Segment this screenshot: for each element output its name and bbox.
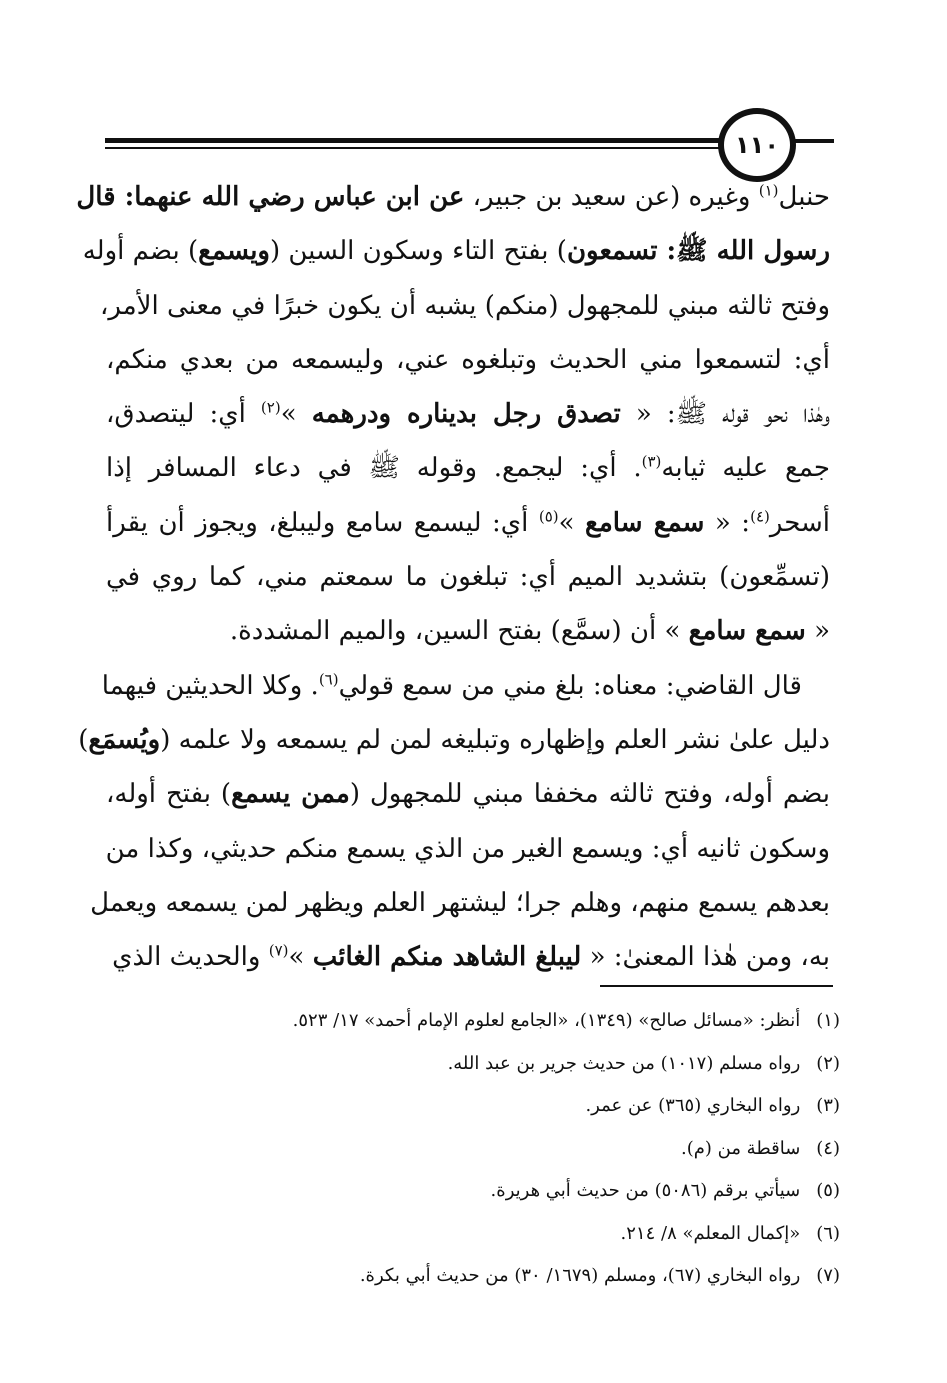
text-run: أسحر (769, 507, 830, 538)
text-run: ) بفتح أوله، (106, 779, 232, 810)
body-text (76, 170, 831, 984)
text-line (106, 387, 830, 441)
text-line (106, 930, 830, 984)
text-run: دليل علىٰ نشر العلم وإظهاره وتبليغه لمن لم يسمعه ولا علمه ( (160, 724, 830, 755)
footnote-item (200, 1170, 840, 1213)
header-rule-thin (105, 147, 723, 149)
footnote-item (200, 1128, 840, 1171)
bold-quote: ويُسمَع (88, 724, 161, 755)
text-run: ) بفتح التاء وسكون السين ( (269, 236, 567, 267)
footnote-ref: (٢) (260, 398, 281, 417)
text-run: أي: ليتصدق، (106, 399, 261, 430)
footnote-ref: (٣) (641, 452, 662, 471)
text-line (82, 224, 830, 278)
footnote-ref: (٦) (318, 670, 339, 689)
bold-quote: ليبلغ الشاهد منكم الغائب (312, 942, 582, 973)
text-run: أي: لتسمعوا مني الحديث وتبلغوه عني، وليسمعه من بعدي منكم، (106, 344, 830, 375)
header-rule-right (790, 139, 834, 143)
text-run: » (558, 507, 586, 538)
text-run: أي: ليسمع سامع وليبلغ، ويجوز أن يقرأ (106, 507, 539, 538)
footnote-text: رواه البخاري (٣٦٥) عن عمر. (585, 1095, 806, 1116)
text-line (106, 496, 830, 550)
bold-quote: سمع سامع (688, 616, 806, 647)
bold-quote: رسول الله ﷺ: تسمعون (566, 236, 830, 267)
footnote-text: رواه مسلم (١٠١٧) من حديث جرير بن عبد الله. (447, 1052, 806, 1074)
footnote-number: (٦) (816, 1222, 840, 1244)
text-run: : « (704, 507, 751, 538)
footnote-number: (٤) (816, 1137, 840, 1159)
text-run: وسكون ثانيه أي: ويسمع الغير من الذي يسمع منكم حديثي، وكذا من (105, 833, 830, 864)
footnote-divider (600, 985, 833, 987)
text-line (106, 550, 830, 604)
text-run: » (288, 942, 313, 973)
text-run: ) بضم أوله (82, 236, 199, 267)
text-run: قال القاضي: معناه: بلغ مني من سمع قولي (338, 670, 802, 701)
footnote-item (200, 1043, 840, 1086)
footnote-text: أنظر: «مسائل صالح» (١٣٤٩)، «الجامع لعلوم الإمام أحمد» ١٧/ ٥٢٣. (292, 1010, 806, 1031)
text-run: وفتح ثالثه مبني للمجهول (منكم) يشبه أن يكون خبرًا في معنى الأمر، (100, 290, 830, 321)
footnote-ref: (٥) (538, 507, 559, 526)
text-run: وغيره (عن سعيد بن جبير، (464, 182, 759, 212)
text-run: « (805, 616, 830, 647)
text-run: . أي: ليجمع. وقوله ﷺ في دعاء المسافر إذا (106, 453, 642, 484)
text-line (106, 441, 830, 495)
text-run: بعدهم يسمع منهم، وهلم جرا؛ ليشتهر العلم ويظهر لمن يسمعه ويعمل (90, 887, 830, 918)
footnote-ref: (٧) (268, 941, 289, 960)
footnote-text: «إكمال المعلم» ٨/ ٢١٤. (620, 1222, 806, 1244)
text-line (76, 170, 830, 224)
footnote-number: (٥) (816, 1180, 840, 1201)
footnote-text: سيأتي برقم (٥٠٨٦) من حديث أبي هريرة. (490, 1180, 806, 1201)
footnote-item (200, 1213, 840, 1256)
text-run: . وكلا الحديثين فيهما (101, 670, 319, 701)
text-line (101, 659, 830, 713)
footnote-text: رواه البخاري (٦٧)، ومسلم (١٦٧٩/ ٣٠) من حديث أبي بكرة. (359, 1265, 806, 1286)
footnote-number: (٧) (816, 1265, 840, 1286)
text-run: » أن (سمَّع) بفتح السين، والميم المشددة. (229, 616, 689, 647)
text-line (106, 604, 830, 658)
footnote-item (200, 1000, 840, 1043)
bold-quote: سمع سامع (585, 507, 705, 538)
header-rule-thick (105, 138, 723, 143)
text-run: جمع عليه ثيابه (661, 453, 830, 484)
footnote-number: (١) (816, 1010, 840, 1031)
bold-quote: ويسمع (198, 236, 270, 267)
text-run: (تسمِّعون) بتشديد الميم أي: تبلغون ما سمعتم مني، كما روي في (106, 562, 830, 593)
text-run: حنبل (778, 182, 830, 212)
bold-quote: عن ابن عباس رضي الله عنهما: قال (76, 182, 465, 212)
bold-quote: تصدق رجل بديناره ودرهمه (311, 399, 621, 430)
text-line (106, 767, 830, 821)
footnote-number: (٣) (816, 1095, 840, 1116)
bold-quote: ممن يسمع (231, 779, 350, 810)
page-number: ١١٠ (718, 108, 796, 182)
footnote-ref: (٤) (750, 507, 770, 526)
text-line (90, 876, 830, 930)
text-line (78, 713, 830, 767)
footnote-number: (٢) (816, 1052, 840, 1074)
text-line (100, 279, 830, 333)
text-run: ) (78, 724, 89, 755)
text-line (106, 822, 830, 876)
footnotes (200, 1000, 840, 1298)
text-run: والحديث الذي (112, 942, 269, 973)
text-line (106, 333, 830, 387)
text-run: وهٰذا نحو قوله ﷺ: « (620, 399, 831, 430)
text-run: » (280, 399, 312, 430)
footnote-ref: (١) (758, 181, 779, 200)
text-run: بضم أوله، وفتح ثالثه مخففا مبني للمجهول ( (349, 779, 830, 810)
footnote-item (200, 1085, 840, 1128)
footnote-text: ساقطة من (م). (680, 1137, 806, 1159)
text-run: به، ومن هٰذا المعنىٰ: « (581, 942, 830, 973)
footnote-item (200, 1255, 840, 1298)
